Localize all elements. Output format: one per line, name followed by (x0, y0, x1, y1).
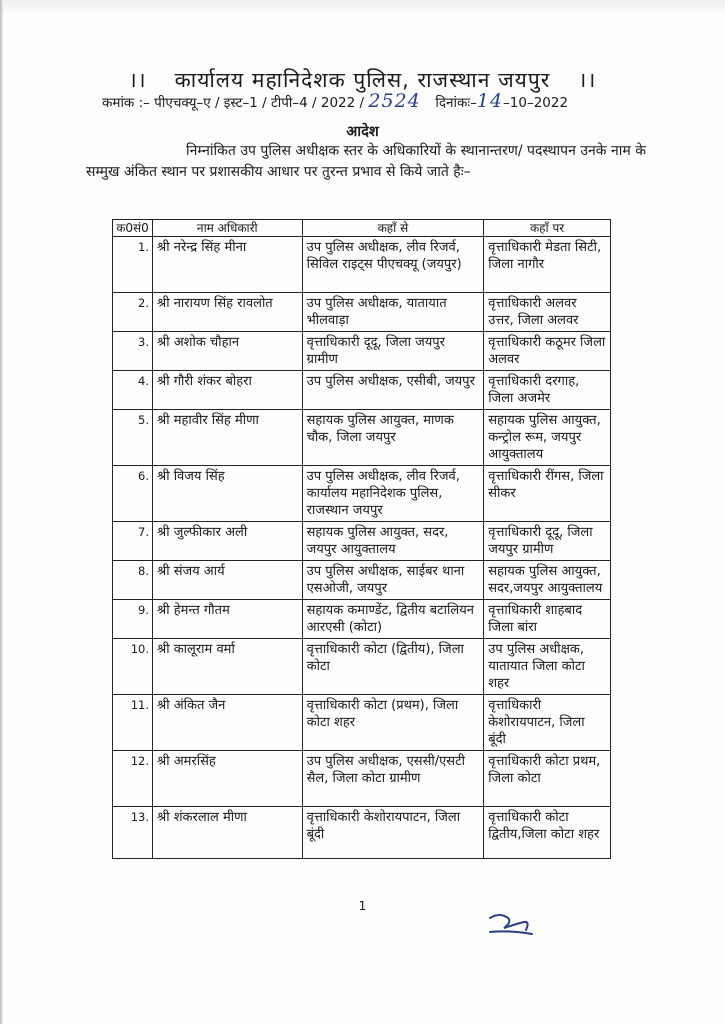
table-body (113, 237, 611, 859)
table-row (113, 695, 611, 751)
row-officer-name: श्री अंकित जैन (152, 695, 302, 751)
row-serial: 5. (113, 410, 153, 466)
reference-line (102, 90, 662, 112)
intro-paragraph (86, 141, 646, 183)
row-serial: 12. (113, 751, 153, 807)
table-row (113, 410, 611, 466)
reference-prefix: कमांक :– पीएचक्यू–ए / इस्ट–1 / टीपी–4 / 2022 / (102, 95, 365, 111)
row-serial: 1. (113, 237, 153, 293)
row-officer-name: श्री अशोक चौहान (152, 332, 302, 371)
handwritten-dispatch-number: 2524 (368, 90, 421, 112)
row-officer-name: श्री नारायण सिंह रावलोत (152, 293, 302, 332)
table-row (113, 807, 611, 859)
row-to-post: वृत्ताधिकारी मेडता सिटी, जिला नागौर (484, 237, 611, 293)
row-from-post: वृत्ताधिकारी कोटा (द्वितीय), जिला कोटा (302, 639, 484, 695)
row-officer-name: श्री जुल्फीकार अली (152, 522, 302, 561)
row-serial: 10. (113, 639, 153, 695)
scan-shadow-top (0, 0, 725, 14)
row-from-post: उप पुलिस अधीक्षक, यातायात भीलवाड़ा (302, 293, 484, 332)
row-from-post: वृत्ताधिकारी कोटा (प्रथम), जिला कोटा शहर (302, 695, 484, 751)
page-number: 1 (358, 899, 367, 913)
table-row (113, 371, 611, 410)
table-row (113, 237, 611, 293)
row-from-post: सहायक पुलिस आयुक्त, सदर, जयपुर आयुक्तालय (302, 522, 484, 561)
row-to-post: वृत्ताधिकारी कठूमर जिला अलवर (484, 332, 611, 371)
row-officer-name: श्री महावीर सिंह मीणा (152, 410, 302, 466)
handwritten-date-day: 14 (476, 90, 504, 112)
header-serial: क0सं0 (113, 220, 153, 237)
row-from-post: उप पुलिस अधीक्षक, लीव रिजर्व, सिविल राइट्स पीएचक्यू (जयपुर) (302, 237, 484, 293)
order-title: आदेश (346, 124, 379, 140)
signature-scribble (486, 910, 540, 940)
row-officer-name: श्री नरेन्द्र सिंह मीना (152, 237, 302, 293)
row-serial: 4. (113, 371, 153, 410)
row-serial: 3. (113, 332, 153, 371)
table-row (113, 466, 611, 522)
table-header-row (113, 220, 611, 237)
row-to-post: वृत्ताधिकारी रींगस, जिला सीकर (484, 466, 611, 522)
header-title-text: कार्यालय महानिदेशक पुलिस, राजस्थान जयपुर (174, 68, 551, 92)
header-bars-right: ।। (578, 68, 597, 92)
row-to-post: वृत्ताधिकारी कोटा द्वितीय,जिला कोटा शहर (484, 807, 611, 859)
header-from: कहाँ से (302, 220, 484, 237)
table-row (113, 293, 611, 332)
row-from-post: उप पुलिस अधीक्षक, लीव रिजर्व, कार्यालय महानिदेशक पुलिस, राजस्थान जयपुर (302, 466, 484, 522)
row-from-post: उप पुलिस अधीक्षक, एससी/एसटी सैल, जिला कोटा ग्रामीण (302, 751, 484, 807)
row-to-post: वृत्ताधिकारी दरगाह, जिला अजमेर (484, 371, 611, 410)
row-serial: 11. (113, 695, 153, 751)
row-serial: 7. (113, 522, 153, 561)
row-serial: 2. (113, 293, 153, 332)
signature-mark (486, 910, 540, 944)
row-officer-name: श्री अमरसिंह (152, 751, 302, 807)
date-label: दिनांकः– (435, 95, 477, 111)
row-from-post: उप पुलिस अधीक्षक, एसीबी, जयपुर (302, 371, 484, 410)
row-officer-name: श्री गौरी शंकर बोहरा (152, 371, 302, 410)
row-from-post: वृत्ताधिकारी केशोरायपाटन, जिला बूंदी (302, 807, 484, 859)
header-to: कहाँ पर (484, 220, 611, 237)
row-to-post: वृत्ताधिकारी केशोरायपाटन, जिला बूंदी (484, 695, 611, 751)
table-row (113, 561, 611, 600)
table-row (113, 522, 611, 561)
row-to-post: वृत्ताधिकारी दूदू, जिला जयपुर ग्रामीण (484, 522, 611, 561)
table-row (113, 751, 611, 807)
table-row (113, 639, 611, 695)
row-to-post: उप पुलिस अधीक्षक, यातायात जिला कोटा शहर (484, 639, 611, 695)
row-officer-name: श्री संजय आर्य (152, 561, 302, 600)
row-from-post: सहायक पुलिस आयुक्त, माणक चौक, जिला जयपुर (302, 410, 484, 466)
row-serial: 8. (113, 561, 153, 600)
header-bars-left: ।। (128, 68, 147, 92)
scan-shadow-left (0, 0, 3, 1024)
row-serial: 13. (113, 807, 153, 859)
table-row (113, 332, 611, 371)
row-to-post: वृत्ताधिकारी कोटा प्रथम, जिला कोटा (484, 751, 611, 807)
intro-text: निम्नांकित उप पुलिस अधीक्षक स्तर के अधिकारियों के स्थानान्तरण/ पदस्थापन उनके नाम के सम्मुख अंकित स्थान पर प्रशासकीय आधार पर तुरन्त प्रभाव से किये जाते हैः– (86, 143, 646, 180)
row-officer-name: श्री हेमन्त गौतम (152, 600, 302, 639)
row-to-post: सहायक पुलिस आयुक्त, कन्ट्रोल रूम, जयपुर आयुक्तालय (484, 410, 611, 466)
date-rest: –10–2022 (503, 95, 569, 111)
row-officer-name: श्री कालूराम वर्मा (152, 639, 302, 695)
row-serial: 6. (113, 466, 153, 522)
row-officer-name: श्री विजय सिंह (152, 466, 302, 522)
row-to-post: वृत्ताधिकारी शाहबाद जिला बांरा (484, 600, 611, 639)
row-to-post: वृत्ताधिकारी अलवर उत्तर, जिला अलवर (484, 293, 611, 332)
row-to-post: सहायक पुलिस आयुक्त, सदर,जयपुर आयुक्तालय (484, 561, 611, 600)
header-officer-name: नाम अधिकारी (152, 220, 302, 237)
row-from-post: वृत्ताधिकारी दूदू, जिला जयपुर ग्रामीण (302, 332, 484, 371)
row-officer-name: श्री शंकरलाल मीणा (152, 807, 302, 859)
row-serial: 9. (113, 600, 153, 639)
row-from-post: उप पुलिस अधीक्षक, साईबर थाना एसओजी, जयपुर (302, 561, 484, 600)
transfer-table (112, 219, 611, 859)
row-from-post: सहायक कमाण्डेंट, द्वितीय बटालियन आरएसी (कोटा) (302, 600, 484, 639)
table-row (113, 600, 611, 639)
